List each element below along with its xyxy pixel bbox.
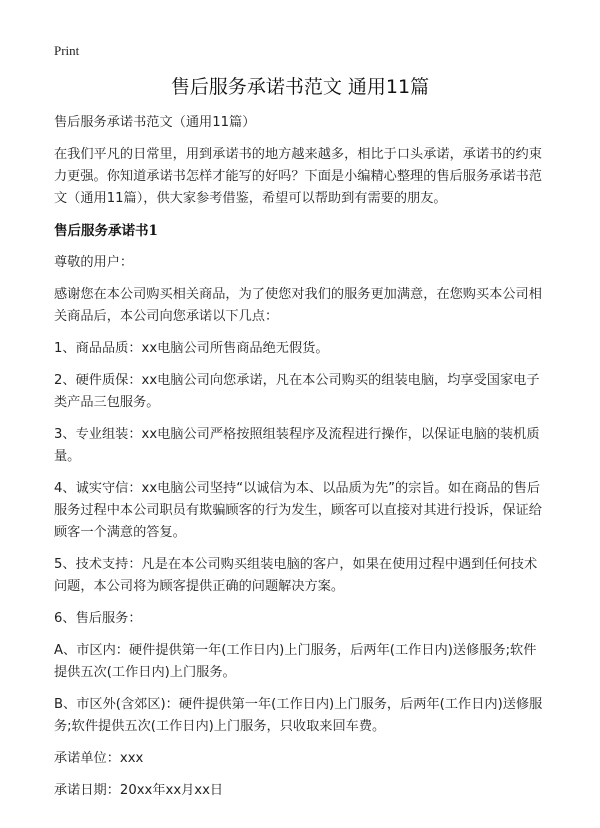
commitment-unit: 承诺单位：xxx bbox=[54, 751, 144, 766]
commitment-item-quality: 1、商品品质：xx电脑公司所售商品绝无假货。 bbox=[54, 341, 329, 356]
salutation: 尊敬的用户： bbox=[54, 255, 134, 270]
print-link[interactable]: Print bbox=[54, 43, 80, 58]
commitment-item-suburban: B、市区外(含郊区)：硬件提供第一年(工作日内)上门服务，后两年(工作日内)送修服务;软件提供五次(工作日内)上门服务，只收取来回车费。 bbox=[54, 697, 543, 734]
opening-paragraph: 感谢您在本公司购买相关商品，为了使您对我们的服务更加满意，在您购买本公司相关商品后，本公司向您承诺以下几点： bbox=[54, 287, 542, 324]
page-title: 售后服务承诺书范文 通用11篇 bbox=[170, 76, 430, 98]
document-subtitle: 售后服务承诺书范文（通用11篇） bbox=[54, 115, 256, 130]
section-heading: 售后服务承诺书1 bbox=[54, 223, 158, 239]
commitment-item-tech-support: 5、技术支持：凡是在本公司购买组装电脑的客户，如果在使用过程中遇到任何技术问题，本公司将为顾客提供正确的问题解决方案。 bbox=[54, 557, 538, 594]
commitment-item-urban: A、市区内：硬件提供第一年(工作日内)上门服务，后两年(工作日内)送修服务;软件提供五次(工作日内)上门服务。 bbox=[54, 643, 537, 680]
commitment-item-integrity: 4、诚实守信：xx电脑公司坚持“以诚信为本、以品质为先”的宗旨。如在商品的售后服务过程中本公司职员有欺骗顾客的行为发生，顾客可以直接对其进行投诉，保证给顾客一个满意的答复。 bbox=[54, 481, 542, 540]
commitment-date: 承诺日期：20xx年xx月xx日 bbox=[54, 783, 224, 798]
commitment-item-after-sales: 6、售后服务： bbox=[54, 611, 142, 626]
commitment-item-assembly: 3、专业组装：xx电脑公司严格按照组装程序及流程进行操作，以保证电脑的装机质量。 bbox=[54, 427, 540, 464]
intro-paragraph: 在我们平凡的日常里，用到承诺书的地方越来越多，相比于口头承诺，承诺书的约束力更强。你知道承诺书怎样才能写的好吗？下面是小编精心整理的售后服务承诺书范文（通用11篇），供大家参考借鉴，希望可以帮助到有需要的朋友。 bbox=[54, 147, 542, 206]
commitment-item-warranty: 2、硬件质保：xx电脑公司向您承诺，凡在本公司购买的组装电脑，均享受国家电子类产品三包服务。 bbox=[54, 373, 540, 410]
